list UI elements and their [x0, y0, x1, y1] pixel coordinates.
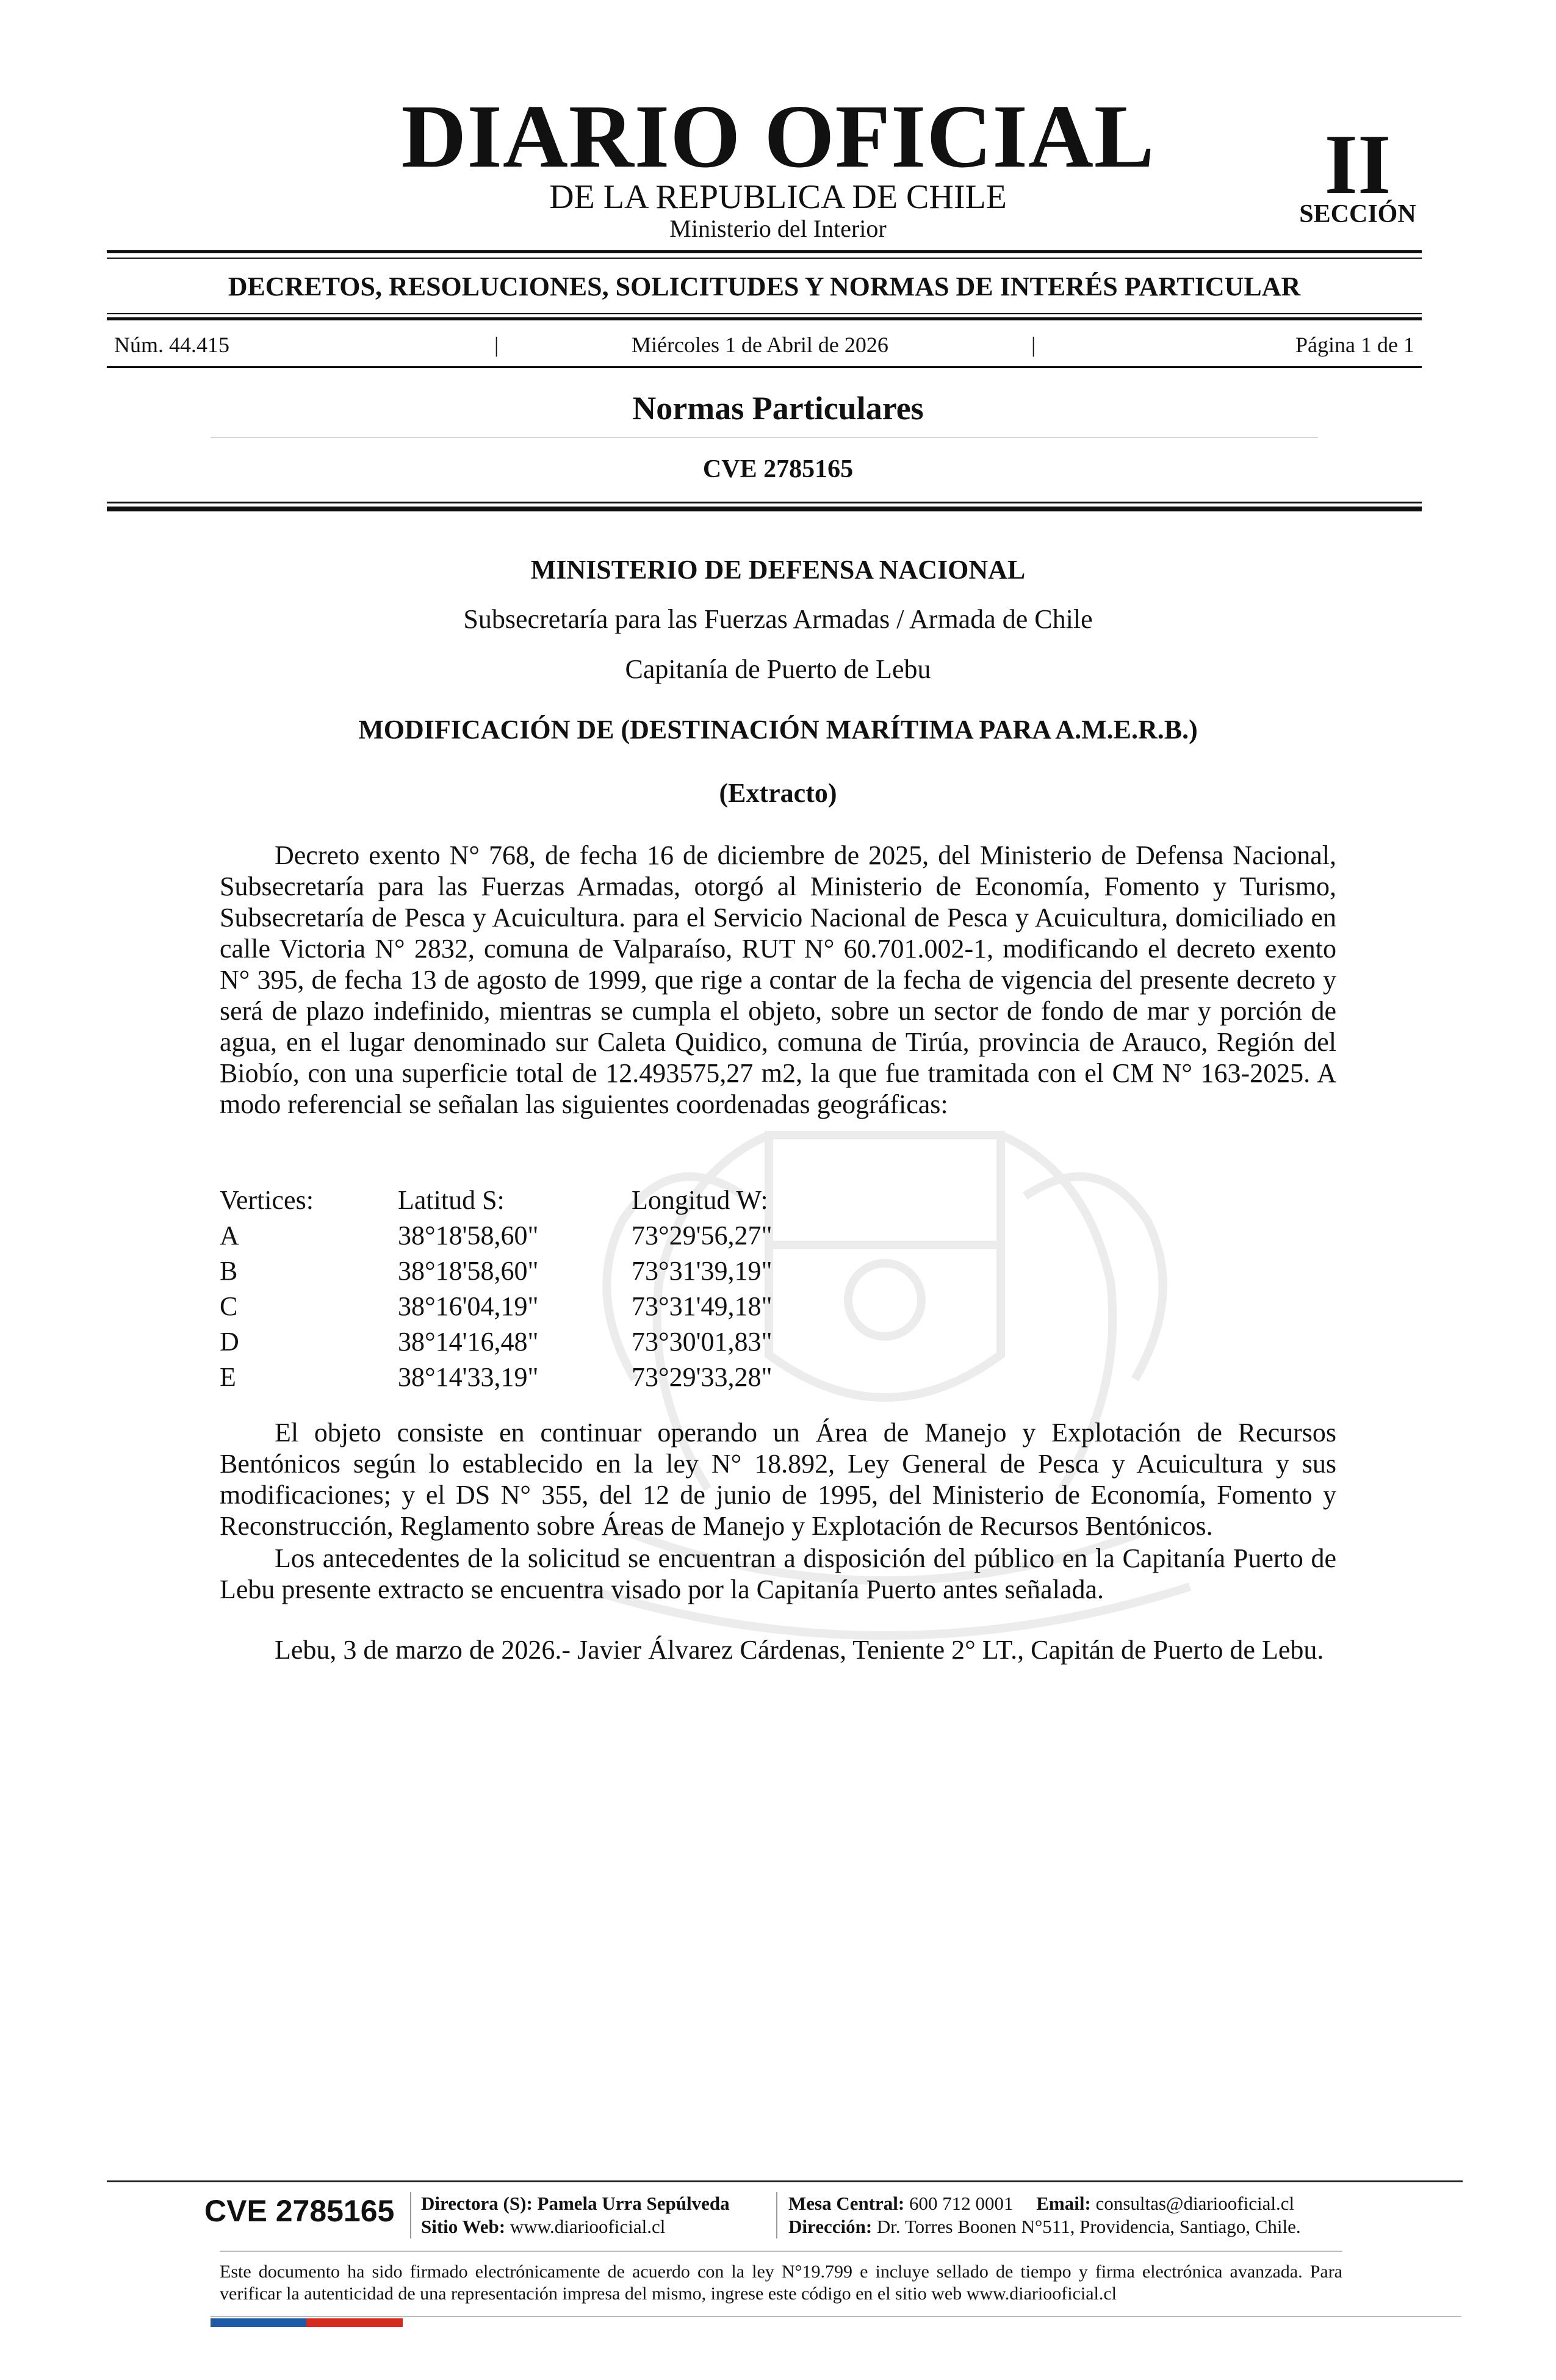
issue-date: Miércoles 1 de Abril de 2026 — [632, 333, 888, 357]
director-name: Pamela Urra Sepúlveda — [537, 2193, 730, 2214]
director-label: Directora (S): — [421, 2193, 533, 2214]
latitude-value: 38°16'04,19" — [398, 1291, 539, 1321]
vertex-label: D — [220, 1327, 239, 1357]
header-latitude: Latitud S: — [398, 1185, 505, 1215]
issue-number: Núm. 44.415 — [114, 333, 229, 357]
footer-director — [421, 2192, 730, 2215]
section-number: II — [1324, 117, 1391, 212]
flag-stripe-blue — [211, 2318, 306, 2327]
section-title: DECRETOS, RESOLUCIONES, SOLICITUDES Y NORMAS DE INTERÉS PARTICULAR — [228, 272, 1301, 301]
extract-label: (Extracto) — [719, 778, 837, 808]
subsecretaria-line: Subsecretaría para las Fuerzas Armadas / Armada de Chile — [463, 604, 1093, 634]
longitude-value: 73°31'49,18" — [632, 1291, 773, 1321]
header-rule-mid-thin — [107, 313, 1422, 314]
vertex-label: E — [220, 1362, 236, 1392]
latitude-value: 38°18'58,60" — [398, 1256, 539, 1286]
header-rule-mid — [107, 317, 1422, 320]
email-link[interactable]: consultas@diariooficial.cl — [1095, 2193, 1295, 2214]
section-label: SECCIÓN — [1299, 200, 1416, 228]
issue-info-row — [107, 334, 1422, 358]
header-longitude: Longitud W: — [632, 1185, 768, 1215]
capitania-line: Capitanía de Puerto de Lebu — [625, 654, 931, 684]
footer-contact — [788, 2192, 1294, 2215]
issue-rule — [107, 366, 1422, 368]
signature-paragraph: Lebu, 3 de marzo de 2026.- Javier Álvarez Cárdenas, Teniente 2° LT., Capitán de Puerto de Lebu. — [275, 1635, 1324, 1665]
address-value: Dr. Torres Boonen N°511, Providencia, Santiago, Chile. — [876, 2216, 1301, 2237]
address-label: Dirección: — [788, 2216, 873, 2237]
footer-separator-2 — [776, 2192, 777, 2238]
footer-divider — [220, 2251, 1342, 2252]
footer-rule-bottom — [211, 2316, 1461, 2317]
document-title: MODIFICACIÓN DE (DESTINACIÓN MARÍTIMA PARA A.M.E.R.B.) — [358, 715, 1198, 745]
category-divider — [211, 437, 1318, 438]
footer-cve-code: CVE 2785165 — [204, 2194, 395, 2228]
masthead-ministry: Ministerio del Interior — [669, 215, 887, 242]
vertex-label: C — [220, 1291, 238, 1321]
cve-code: CVE 2785165 — [702, 455, 854, 483]
paragraph-antecedentes: Los antecedentes de la solicitud se encuentran a disposición del público en la Capitanía Puerto de Lebu presente extracto se encuentra visado por la Capitanía Puerto antes señalada. — [220, 1543, 1336, 1604]
vertex-label: B — [220, 1256, 238, 1286]
longitude-value: 73°29'33,28" — [632, 1362, 773, 1392]
latitude-value: 38°14'16,48" — [398, 1327, 539, 1357]
masthead-subtitle: DE LA REPUBLICA DE CHILE — [549, 178, 1007, 216]
website-label: Sitio Web: — [421, 2216, 506, 2237]
longitude-value: 73°29'56,27" — [632, 1221, 773, 1250]
header-rule-top-thin — [107, 258, 1422, 259]
coat-of-arms-watermark — [427, 1098, 1342, 1709]
issue-separator-2: | — [1031, 333, 1036, 357]
issue-separator-1: | — [494, 333, 499, 357]
latitude-value: 38°14'33,19" — [398, 1362, 539, 1392]
footer-separator-1 — [410, 2192, 411, 2238]
footer-address — [788, 2215, 1301, 2238]
footer-legal-notice: Este documento ha sido firmado electrónicamente de acuerdo con la ley N°19.799 e incluye sellado de tiempo y firma electrónica avanzada. Para verificar la autenticidad de una representación impresa del mismo, ingrese este código en el sitio web www.diariooficial.cl — [220, 2262, 1342, 2304]
flag-stripe-red — [306, 2318, 403, 2327]
page-indicator: Página 1 de 1 — [1295, 333, 1414, 357]
cve-rule-thick — [107, 507, 1422, 511]
paragraph-decree: Decreto exento N° 768, de fecha 16 de diciembre de 2025, del Ministerio de Defensa Nacional, Subsecretaría para las Fuerzas Armadas, otorgó al Ministerio de Economía, Fomento y Turismo, Subsecretaría de Pesca y Acuicultura. para el Servicio Nacional de Pesca y Acuicultura, domiciliado en calle Victoria N° 2832, comuna de Valparaíso, RUT N° 60.701.002-1, modificando el decreto exento N° 395, de fecha 13 de agosto de 1999, que rige a contar de la fecha de vigencia del presente decreto y será de plazo indefinido, mientras se cumpla el objeto, sobre un sector de fondo de mar y porción de agua, en el lugar denominado sur Caleta Quidico, comuna de Tirúa, provincia de Arauco, Región del Biobío, con una superficie total de 12.493575,27 m2, la que fue tramitada con el CM N° 163-2025. A modo referencial se señalan las siguientes coordenadas geográficas: — [220, 840, 1336, 1119]
cve-rule-thin — [107, 502, 1422, 503]
longitude-value: 73°31'39,19" — [632, 1256, 773, 1286]
footer-rule-top — [107, 2180, 1463, 2182]
website-link[interactable]: www.diariooficial.cl — [510, 2216, 666, 2237]
phone-label: Mesa Central: — [788, 2193, 905, 2214]
masthead-title: DIARIO OFICIAL — [401, 87, 1155, 187]
category-title: Normas Particulares — [632, 390, 924, 427]
ministry-heading: MINISTERIO DE DEFENSA NACIONAL — [530, 555, 1026, 585]
longitude-value: 73°30'01,83" — [632, 1327, 773, 1357]
header-rule-top — [107, 250, 1422, 253]
footer-website — [421, 2215, 665, 2238]
phone-value: 600 712 0001 — [909, 2193, 1014, 2214]
email-label: Email: — [1036, 2193, 1091, 2214]
paragraph-object: El objeto consiste en continuar operando un Área de Manejo y Explotación de Recursos Bentónicos según lo establecido en la ley N° 18.892, Ley General de Pesca y Acuicultura y sus modificaciones; y el DS N° 355, del 12 de junio de 1995, del Ministerio de Economía, Fomento y Reconstrucción, Reglamento sobre Áreas de Manejo y Explotación de Recursos Bentónicos. — [220, 1418, 1336, 1541]
header-vertices: Vertices: — [220, 1185, 314, 1215]
latitude-value: 38°18'58,60" — [398, 1221, 539, 1250]
vertex-label: A — [220, 1221, 239, 1250]
